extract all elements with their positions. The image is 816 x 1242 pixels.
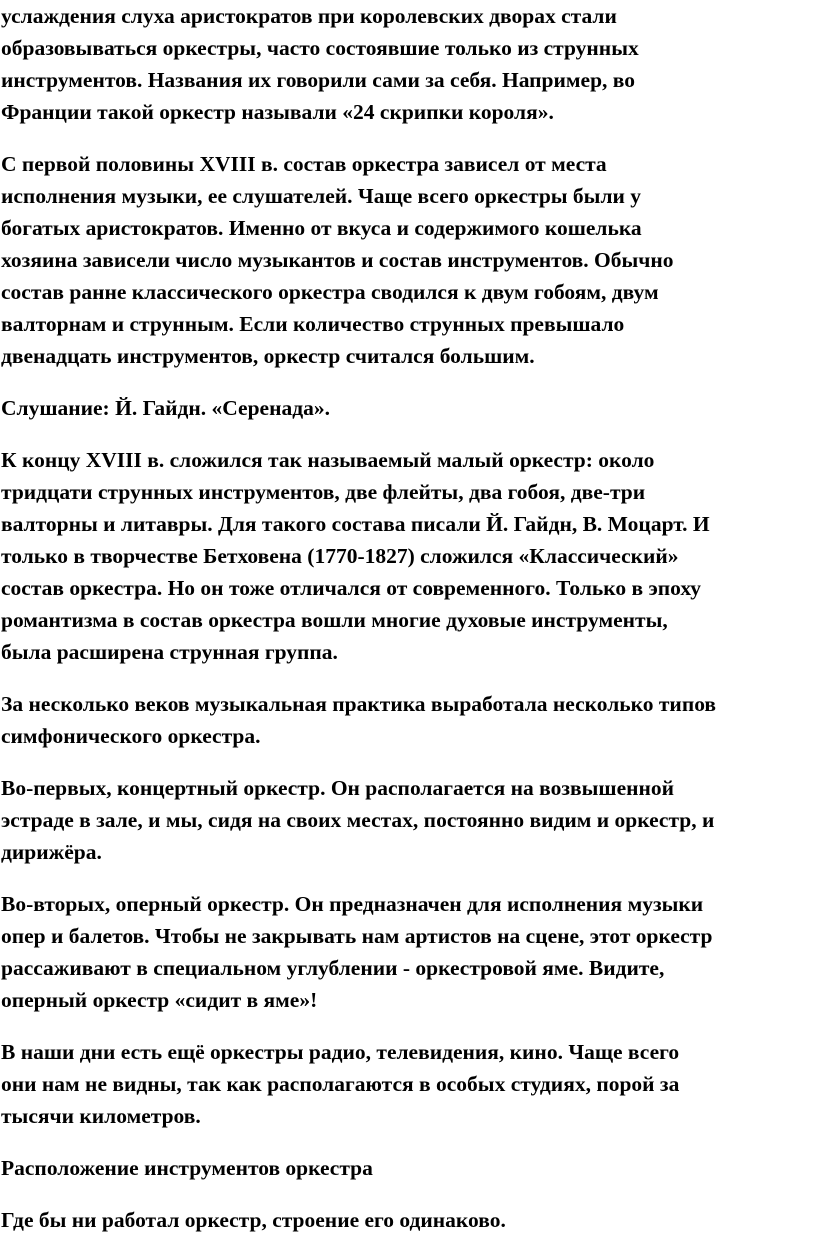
paragraph-orchestra-types: За несколько веков музыкальная практика выработала несколько типов симфонического оркестра. bbox=[1, 692, 717, 748]
paragraph-concert-orchestra: Во-первых, концертный оркестр. Он располагается на возвышенной эстраде в зале, и мы, сидя на своих местах, постоянно видим и оркестр, и дирижёра. bbox=[1, 776, 715, 864]
paragraph-media-orchestras: В наши дни есть ещё оркестры радио, телевидения, кино. Чаще всего они нам не видны, так как располагаются в особых студиях, порой за тысячи километров. bbox=[1, 1040, 680, 1128]
paragraph-small-orchestra: К концу XVIII в. сложился так называемый малый оркестр: около тридцати струнных инструментов, две флейты, два гобоя, две-три валторны и литавры. Для такого состава писали Й. Гайдн, В. Моцарт. И только в творчестве Бетховена (1770-1827) сложился «Классический» состав оркестра. Но он тоже отличался от современного. Только в эпоху романтизма в состав оркестра вошли многие духовые инструменты, была расширена струнная группа. bbox=[1, 448, 710, 664]
paragraph-court-orchestras: услаждения слуха аристократов при королевских дворах стали образовываться оркестры, часто состоявшие только из струнных инструментов. Названия их говорили сами за себя. Например, во Франции такой оркестр называли «24 скрипки короля». bbox=[1, 4, 639, 124]
paragraph-orchestra-structure: Где бы ни работал оркестр, строение его одинаково. bbox=[1, 1208, 506, 1232]
paragraph-18th-century-orchestra: С первой половины XVIII в. состав оркестра зависел от места исполнения музыки, ее слушателей. Чаще всего оркестры были у богатых аристократов. Именно от вкуса и содержимого кошелька хозяина зависели число музыкантов и состав инструментов. Обычно состав ранне классического оркестра сводился к двум гобоям, двум валторнам и струнным. Если количество струнных превышало двенадцать инструментов, оркестр считался большим. bbox=[1, 152, 674, 368]
paragraph-listening-haydn: Слушание: Й. Гайдн. «Серенада». bbox=[1, 396, 330, 420]
section-heading-instrument-layout: Расположение инструментов оркестра bbox=[1, 1156, 373, 1180]
paragraph-opera-orchestra: Во-вторых, оперный оркестр. Он предназначен для исполнения музыки опер и балетов. Чтобы не закрывать нам артистов на сцене, этот оркестр рассаживают в специальном углублении - оркестровой яме. Видите, оперный оркестр «сидит в яме»! bbox=[1, 892, 713, 1012]
